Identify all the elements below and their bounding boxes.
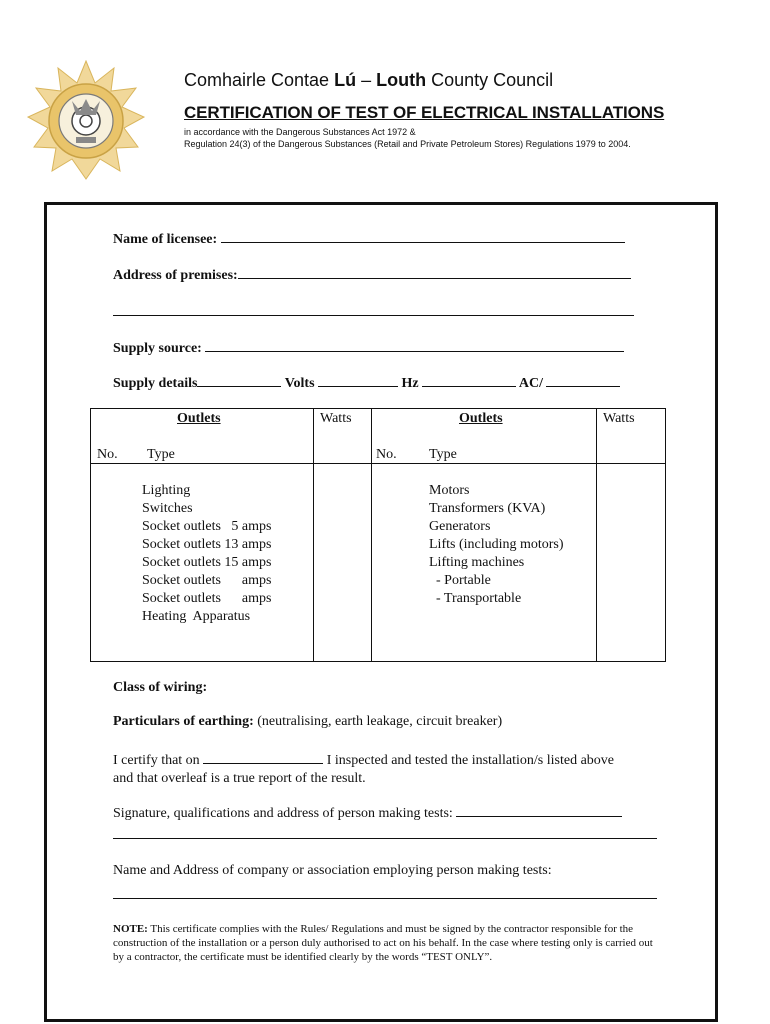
earthing-detail: (neutralising, earth leakage, circuit breaker) bbox=[253, 714, 503, 729]
licensee-label: Name of licensee: bbox=[113, 232, 218, 247]
note-text: This certificate complies with the Rules/ Regulations and must be signed by the contractor responsible for the construction of the installation or a person duly authorised to act on his behalf. In the case where testing only is carried out by a contractor, the certificate must be identified clearly by the words “TEST ONLY”. bbox=[113, 923, 653, 963]
class-of-wiring-label: Class of wiring: bbox=[113, 680, 208, 695]
no-label-left: No. bbox=[97, 447, 118, 462]
ac-label: AC/ bbox=[518, 376, 543, 391]
supply-details-field[interactable] bbox=[197, 374, 281, 387]
table-divider bbox=[371, 409, 372, 661]
company-label: Name and Address of company or association employing person making tests: bbox=[113, 863, 552, 878]
note-paragraph bbox=[113, 922, 658, 964]
list-item: Socket outlets 5 amps bbox=[142, 519, 272, 534]
list-item: Generators bbox=[429, 519, 491, 534]
list-item: Lighting bbox=[142, 483, 191, 498]
supply-source-field[interactable] bbox=[205, 339, 624, 352]
list-item: - Portable bbox=[429, 573, 491, 588]
address-field-2[interactable] bbox=[113, 303, 634, 316]
signature-row-2 bbox=[113, 826, 657, 844]
right-outlet-list bbox=[429, 482, 564, 608]
licensee-field[interactable] bbox=[221, 230, 625, 243]
licensee-row bbox=[113, 230, 625, 248]
list-item: Motors bbox=[429, 483, 470, 498]
list-item: Socket outlets amps bbox=[142, 573, 272, 588]
outlets-header-right: Outlets bbox=[459, 411, 503, 426]
company-row bbox=[113, 886, 657, 904]
earthing-row bbox=[113, 714, 502, 730]
earthing-label: Particulars of earthing: bbox=[113, 714, 254, 729]
note-label: NOTE: bbox=[113, 923, 148, 935]
table-divider bbox=[596, 409, 597, 661]
table-header-divider bbox=[91, 463, 665, 464]
list-item: Switches bbox=[142, 501, 193, 516]
supply-details-row bbox=[113, 374, 620, 392]
left-outlet-list bbox=[142, 482, 272, 626]
no-label-right: No. bbox=[376, 447, 397, 462]
crest-icon bbox=[25, 60, 147, 182]
list-item: Socket outlets amps bbox=[142, 591, 272, 606]
list-item: Lifts (including motors) bbox=[429, 537, 564, 552]
signature-label: Signature, qualifications and address of person making tests: bbox=[113, 806, 457, 821]
watts-header-right: Watts bbox=[603, 411, 635, 426]
watts-header-left: Watts bbox=[320, 411, 352, 426]
supply-source-label: Supply source: bbox=[113, 341, 202, 356]
certify-text-pre: I certify that on bbox=[113, 753, 204, 768]
list-item: Transformers (KVA) bbox=[429, 501, 546, 516]
supply-source-row bbox=[113, 339, 624, 357]
volts-field[interactable] bbox=[318, 374, 398, 387]
hz-field[interactable] bbox=[422, 374, 516, 387]
supply-details-label: Supply details bbox=[113, 376, 198, 391]
certify-date-field[interactable] bbox=[203, 751, 323, 764]
document-title: CERTIFICATION OF TEST OF ELECTRICAL INSTALLATIONS bbox=[184, 103, 665, 122]
list-item: Lifting machines bbox=[429, 555, 525, 570]
address-row bbox=[113, 266, 631, 284]
address-row-2 bbox=[113, 303, 634, 321]
list-item: Socket outlets 13 amps bbox=[142, 537, 272, 552]
address-field[interactable] bbox=[238, 266, 631, 279]
subtitle-line-2: Regulation 24(3) of the Dangerous Substances (Retail and Private Petroleum Stores) Regulations 1979 to 2004. bbox=[184, 139, 631, 149]
outlets-header-left: Outlets bbox=[177, 411, 221, 426]
certify-paragraph bbox=[113, 751, 673, 788]
list-item: Socket outlets 15 amps bbox=[142, 555, 272, 570]
type-label-right: Type bbox=[429, 447, 457, 462]
council-name: Comhairle Contae Lú – Louth County Council bbox=[184, 70, 554, 90]
signature-field-2[interactable] bbox=[113, 826, 657, 839]
list-item: - Transportable bbox=[429, 591, 522, 606]
subtitle-line-1: in accordance with the Dangerous Substances Act 1972 & bbox=[184, 127, 416, 137]
address-label: Address of premises: bbox=[113, 268, 238, 283]
certify-text-post: I inspected and tested the installation/s listed above bbox=[323, 753, 615, 768]
type-label-left: Type bbox=[147, 447, 175, 462]
ac-field[interactable] bbox=[546, 374, 620, 387]
list-item: Heating Apparatus bbox=[142, 609, 251, 624]
volts-label: Volts bbox=[284, 376, 315, 391]
signature-field[interactable] bbox=[456, 804, 622, 817]
table-divider bbox=[313, 409, 314, 661]
signature-row bbox=[113, 804, 622, 822]
outlets-table bbox=[90, 408, 666, 662]
certify-text-line2: and that overleaf is a true report of the result. bbox=[113, 771, 366, 786]
company-field[interactable] bbox=[113, 886, 657, 899]
council-crest-logo bbox=[25, 60, 147, 182]
hz-label: Hz bbox=[401, 376, 419, 391]
